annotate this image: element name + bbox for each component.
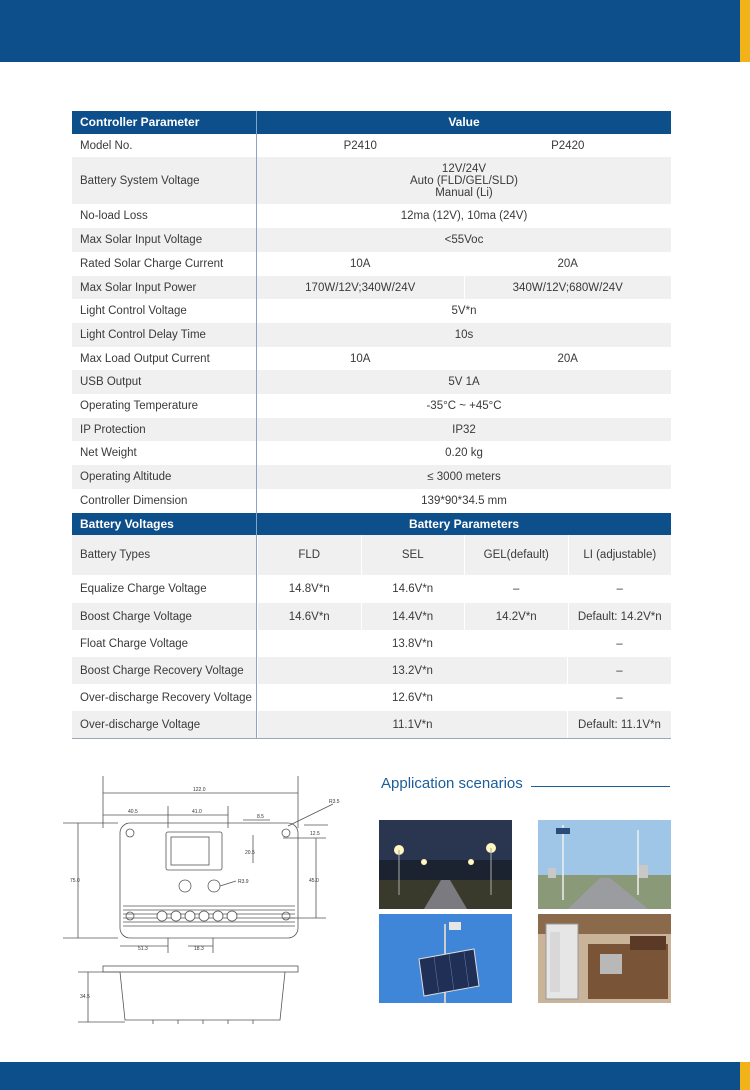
cell: GEL(default) bbox=[464, 535, 568, 575]
table-row bbox=[72, 347, 671, 370]
title-underline bbox=[531, 786, 670, 787]
dim-label: 12.5 bbox=[310, 831, 320, 837]
table-row bbox=[72, 489, 671, 513]
table-row bbox=[72, 276, 671, 299]
table-header bbox=[72, 111, 671, 134]
row-label: Max Load Output Current bbox=[72, 347, 257, 370]
cell: 13.2V*n bbox=[257, 657, 567, 684]
cell: 0.20 kg bbox=[445, 447, 483, 459]
table-row bbox=[72, 228, 671, 252]
table-row bbox=[72, 370, 671, 394]
row-label: Model No. bbox=[72, 134, 257, 157]
cell: – bbox=[464, 575, 568, 603]
cell-line: 12V/24V bbox=[441, 162, 487, 175]
table-row bbox=[72, 603, 671, 630]
cell: – bbox=[567, 657, 671, 684]
table-row bbox=[72, 465, 671, 489]
table-row bbox=[72, 252, 671, 276]
table-row bbox=[72, 134, 671, 157]
cell: – bbox=[568, 575, 672, 603]
cell: Default: 11.1V*n bbox=[567, 711, 671, 738]
table-row bbox=[72, 323, 671, 347]
dim-label: 122.0 bbox=[193, 787, 206, 793]
cell: 10s bbox=[454, 329, 474, 341]
row-label: Max Solar Input Voltage bbox=[72, 228, 257, 252]
cell: 20A bbox=[464, 252, 672, 276]
row-label: Operating Altitude bbox=[72, 465, 257, 489]
row-label: IP Protection bbox=[72, 418, 257, 441]
bottom-accent-stripe bbox=[740, 1062, 750, 1090]
row-label: Rated Solar Charge Current bbox=[72, 252, 257, 276]
row-label: Equalize Charge Voltage bbox=[72, 575, 257, 603]
table-row bbox=[72, 299, 671, 323]
kitchen-interior-image bbox=[538, 914, 671, 1003]
header-value: Battery Parameters bbox=[408, 517, 520, 531]
battery-parameter-table bbox=[72, 513, 671, 739]
cell: P2420 bbox=[464, 134, 672, 157]
row-label: Float Charge Voltage bbox=[72, 630, 257, 657]
row-label: Controller Dimension bbox=[72, 489, 257, 513]
cell: 14.8V*n bbox=[257, 575, 361, 603]
row-label: Net Weight bbox=[72, 441, 257, 465]
row-label: USB Output bbox=[72, 370, 257, 394]
cell: LI (adjustable) bbox=[568, 535, 672, 575]
cell: 10A bbox=[350, 352, 371, 365]
dim-label: 40.5 bbox=[128, 809, 138, 815]
cell: 11.1V*n bbox=[257, 711, 567, 738]
dim-label: 45.0 bbox=[309, 878, 319, 884]
row-label: Over-discharge Recovery Voltage bbox=[72, 684, 257, 711]
controller-parameter-table bbox=[72, 111, 671, 513]
header-value: Value bbox=[448, 115, 480, 129]
row-label: No-load Loss bbox=[72, 204, 257, 228]
cell: – bbox=[567, 630, 671, 657]
row-label: Light Control Delay Time bbox=[72, 323, 257, 347]
dim-label: 34.5 bbox=[80, 994, 90, 1000]
cell: SEL bbox=[361, 535, 465, 575]
table-row bbox=[72, 684, 671, 711]
table-row bbox=[72, 418, 671, 441]
row-label: Battery Types bbox=[72, 535, 257, 575]
cell: 14.6V*n bbox=[257, 603, 361, 630]
dim-label: R3.5 bbox=[329, 799, 340, 805]
row-label: Boost Charge Voltage bbox=[72, 603, 257, 630]
cell: FLD bbox=[257, 535, 361, 575]
street-light-night-image bbox=[379, 820, 512, 909]
header-label: Controller Parameter bbox=[72, 111, 257, 134]
table-row bbox=[72, 711, 671, 738]
dimension-drawing bbox=[58, 768, 358, 1030]
cell: 14.4V*n bbox=[361, 603, 465, 630]
header-label: Battery Voltages bbox=[72, 513, 257, 535]
cell: IP32 bbox=[452, 423, 476, 436]
cell: 10A bbox=[350, 258, 371, 270]
cell: P2410 bbox=[343, 139, 377, 152]
top-banner bbox=[0, 0, 750, 62]
cell-line: Manual (Li) bbox=[435, 186, 493, 199]
table-row bbox=[72, 630, 671, 657]
cell: 14.2V*n bbox=[464, 603, 568, 630]
cell-line: Auto (FLD/GEL/SLD) bbox=[409, 174, 518, 187]
cell: 20A bbox=[464, 347, 672, 370]
dim-label: 18.3 bbox=[194, 946, 204, 952]
cell: 5V 1A bbox=[448, 376, 480, 388]
table-header bbox=[72, 513, 671, 535]
top-accent-stripe bbox=[740, 0, 750, 62]
bottom-banner bbox=[0, 1062, 750, 1090]
cell: 5V*n bbox=[451, 305, 477, 317]
cell: 12ma (12V), 10ma (24V) bbox=[400, 210, 528, 222]
cell: 14.6V*n bbox=[361, 575, 465, 603]
cell: ≤ 3000 meters bbox=[427, 471, 501, 483]
row-label: Over-discharge Voltage bbox=[72, 711, 257, 738]
cell: 170W/12V;340W/24V bbox=[305, 281, 416, 294]
dim-label: 41.0 bbox=[192, 809, 202, 815]
table-row bbox=[72, 575, 671, 603]
table-row bbox=[72, 394, 671, 418]
cell: 12.6V*n bbox=[257, 684, 567, 711]
dim-label: 8.5 bbox=[257, 814, 264, 820]
cell: 340W/12V;680W/24V bbox=[464, 276, 672, 299]
row-label: Battery System Voltage bbox=[72, 157, 257, 204]
cell: 13.8V*n bbox=[257, 630, 567, 657]
row-label: Max Solar Input Power bbox=[72, 276, 257, 299]
table-row bbox=[72, 441, 671, 465]
row-label: Light Control Voltage bbox=[72, 299, 257, 323]
dim-label: 75.0 bbox=[70, 878, 80, 884]
row-label: Operating Temperature bbox=[72, 394, 257, 418]
street-light-day-image bbox=[538, 820, 671, 909]
table-row bbox=[72, 204, 671, 228]
solar-panel-pole-image bbox=[379, 914, 512, 1003]
dim-label: 51.3 bbox=[138, 946, 148, 952]
cell: 139*90*34.5 mm bbox=[421, 495, 507, 507]
table-row bbox=[72, 157, 671, 204]
row-label: Boost Charge Recovery Voltage bbox=[72, 657, 257, 684]
cell: – bbox=[567, 684, 671, 711]
cell: -35°C ~ +45°C bbox=[426, 400, 502, 412]
cell: Default: 14.2V*n bbox=[568, 603, 672, 630]
table-row bbox=[72, 657, 671, 684]
cell: <55Voc bbox=[444, 234, 484, 246]
dim-label: 20.5 bbox=[245, 850, 255, 856]
dim-label: R3.9 bbox=[238, 879, 249, 885]
table-row bbox=[72, 535, 671, 575]
application-title: Application scenarios bbox=[381, 775, 523, 792]
